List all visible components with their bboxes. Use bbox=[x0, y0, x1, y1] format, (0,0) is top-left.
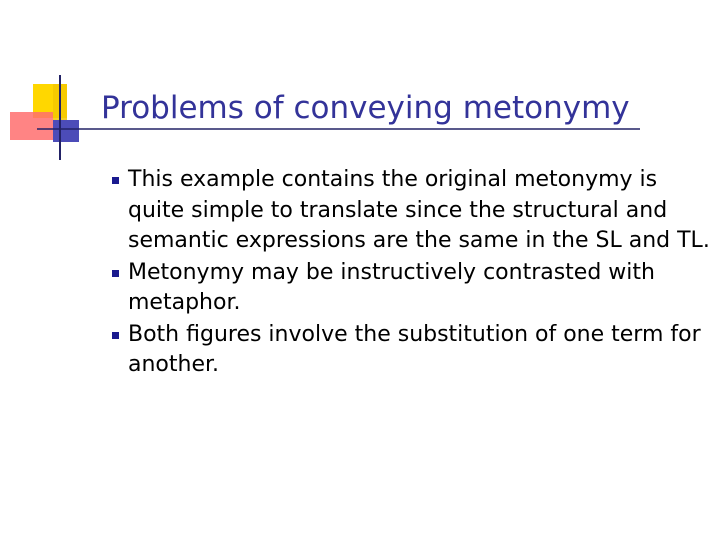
bullet-item bbox=[112, 258, 712, 319]
bullet-square-icon bbox=[112, 177, 119, 184]
bullet-square-icon bbox=[112, 270, 119, 277]
bullet-text: This example contains the original metonymy is quite simple to translate since the structural and semantic expressions are the same in the SL and TL. bbox=[128, 167, 710, 253]
bullet-text: Both figures involve the substitution of one term for another. bbox=[128, 321, 701, 377]
bullet-text: Metonymy may be instructively contrasted with metaphor. bbox=[128, 259, 655, 315]
logo-blue-square bbox=[53, 120, 79, 142]
logo-yellow-square bbox=[33, 84, 67, 118]
logo-red-bar bbox=[10, 112, 53, 140]
bullet-list bbox=[112, 165, 712, 381]
bullet-item bbox=[112, 320, 712, 381]
logo-yellow-overlay bbox=[53, 84, 67, 120]
bullet-square-icon bbox=[112, 332, 119, 339]
bullet-item bbox=[112, 165, 712, 257]
slide-title: Problems of conveying metonymy bbox=[101, 90, 630, 126]
